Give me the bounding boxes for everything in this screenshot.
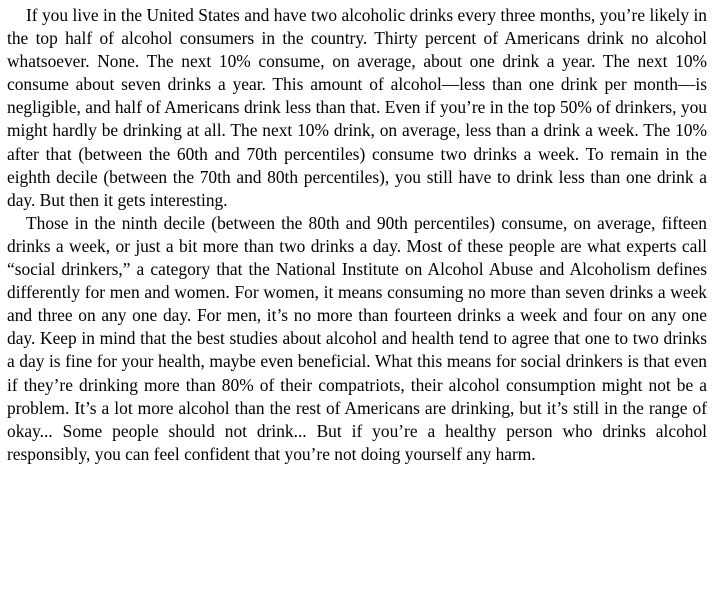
paragraph-1: If you live in the United States and have two alcoholic drinks every three months, you’re likely in the top half of alcohol consumers in the country. Thirty percent of Americans drink no alcohol whatsoever. None. The next 10% consume, on average, about one drink a year. The next 10% consume about seven drinks a year. This amount of alcohol—less than one drink per month—is negligible, and half of Americans drink less than that. Even if you’re in the top 50% of drinkers, you might hardly be drinking at all. The next 10% drink, on average, less than a drink a week. The 10% after that (between the 60th and 70th percentiles) consume two drinks a week. To remain in the eighth decile (between the 70th and 80th percentiles), you still have to drink less than one drink a day. But then it gets interesting. [7, 5, 707, 210]
paragraph-2: Those in the ninth decile (between the 80th and 90th percentiles) consume, on average, fifteen drinks a week, or just a bit more than two drinks a day. Most of these people are what experts call “social drinkers,” a category that the National Institute on Alcohol Abuse and Alcoholism defines differently for men and women. For women, it means consuming no more than seven drinks a week and three on any one day. For men, it’s no more than fourteen drinks a week and four on any one day. Keep in mind that the best studies about alcohol and health tend to agree that one to two drinks a day is fine for your health, maybe even beneficial. What this means for social drinkers is that even if they’re drinking more than 80% of their compatriots, their alcohol consumption might not be a problem. It’s a lot more alcohol than the rest of Americans are drinking, but it’s still in the range of okay... Some people should not drink... But if you’re a healthy person who drinks alcohol responsibly, you can feel confident that you’re not doing yourself any harm. [7, 212, 707, 464]
